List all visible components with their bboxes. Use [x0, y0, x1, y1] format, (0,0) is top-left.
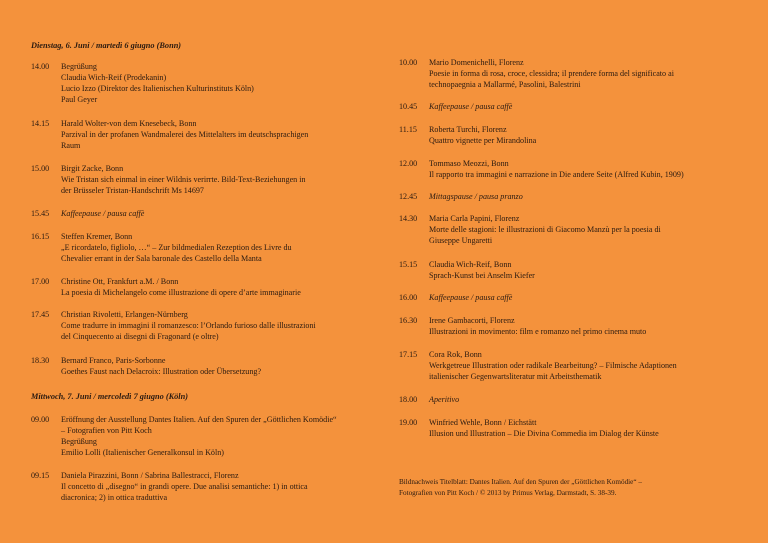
- program-item-break: [399, 394, 749, 405]
- time: 16.30: [399, 316, 418, 325]
- program-item: [31, 231, 371, 264]
- line: Kaffeepause / pausa caffè: [61, 209, 145, 218]
- time: 14.15: [31, 119, 50, 128]
- line: Aperitivo: [429, 395, 460, 404]
- line: Kaffeepause / pausa caffè: [429, 102, 513, 111]
- line: Irene Gambacorti, Florenz: [429, 316, 515, 325]
- line: der Brüsseler Tristan-Handschrift Ms 14697: [61, 186, 204, 195]
- line: „E ricordatelo, figliolo, …“ – Zur bildmedialen Rezeption des Livre du: [61, 243, 292, 252]
- program-item: [31, 276, 371, 298]
- credit-line: Bildnachweis Titelblatt: Dantes Italien. Auf den Spuren der „Göttlichen Komödie“ –: [399, 478, 642, 486]
- time: 17.15: [399, 350, 418, 359]
- time: 17.00: [31, 277, 50, 286]
- time: 14.00: [31, 62, 50, 71]
- time: 12.45: [399, 192, 418, 201]
- line: Raum: [61, 141, 81, 150]
- line: – Fotografien von Pitt Koch: [61, 426, 152, 435]
- line: Lucio Izzo (Direktor des Italienischen Kulturinstituts Köln): [61, 84, 254, 93]
- line: Tommaso Meozzi, Bonn: [429, 159, 509, 168]
- line: Giuseppe Ungaretti: [429, 236, 493, 245]
- line: Werkgetreue Illustration oder radikale Bearbeitung? – Filmische Adaptionen: [429, 361, 677, 370]
- line: Quattro vignette per Mirandolina: [429, 136, 537, 145]
- line: Come tradurre in immagini il romanzesco: l’Orlando furioso dalle illustrazioni: [61, 321, 316, 330]
- line: Birgit Zacke, Bonn: [61, 164, 124, 173]
- time: 17.45: [31, 310, 50, 319]
- program-item-break: [399, 191, 749, 202]
- line: Christine Ott, Frankfurt a.M. / Bonn: [61, 277, 179, 286]
- time: 10.00: [399, 58, 418, 67]
- program-item-break: [399, 101, 749, 112]
- line: Christian Rivoletti, Erlangen-Nürnberg: [61, 310, 188, 319]
- program-item: [31, 61, 371, 105]
- line: Winfried Wehle, Bonn / Eichstätt: [429, 418, 537, 427]
- program-item: [399, 213, 749, 246]
- time: 16.00: [399, 293, 418, 302]
- time: 15.00: [31, 164, 50, 173]
- line: Steffen Kremer, Bonn: [61, 232, 133, 241]
- line: italienischer Gegenwartsliteratur mit Arbeitsthematik: [429, 372, 602, 381]
- line: diacronica; 2) in ottica traduttiva: [61, 493, 168, 502]
- line: Bernard Franco, Paris-Sorbonne: [61, 356, 166, 365]
- time: 09.15: [31, 471, 50, 480]
- line: Kaffeepause / pausa caffè: [429, 293, 513, 302]
- program-item: [31, 355, 371, 377]
- image-credit: [399, 477, 642, 499]
- time: 18.30: [31, 356, 50, 365]
- line: Parzival in der profanen Wandmalerei des Mittelalters im deutschsprachigen: [61, 130, 309, 139]
- line: Poesie in forma di rosa, croce, clessidra; il prendere forma del significato ai: [429, 69, 674, 78]
- program-item: [31, 470, 371, 503]
- time: 15.45: [31, 209, 50, 218]
- line: Emilio Lolli (Italienischer Generalkonsul in Köln): [61, 448, 224, 457]
- line: Chevalier errant in der Sala baronale des Castello della Manta: [61, 254, 262, 263]
- line: Paul Geyer: [61, 95, 98, 104]
- line: Begrüßung: [61, 437, 97, 446]
- line: technopaegnia a Mallarmé, Pasolini, Balestrini: [429, 80, 581, 89]
- credit-line: Fotografien von Pitt Koch / © 2013 by Primus Verlag, Darmstadt, S. 38-39.: [399, 489, 617, 497]
- program-item: [31, 414, 371, 458]
- time: 12.00: [399, 159, 418, 168]
- day-heading-wednesday: Mittwoch, 7. Juni / mercoledì 7 giugno (Köln): [31, 392, 188, 401]
- line: Cora Rok, Bonn: [429, 350, 482, 359]
- line: La poesia di Michelangelo come illustrazione di opere d’arte immaginarie: [61, 288, 301, 297]
- line: Mittagspause / pausa pranzo: [429, 192, 523, 201]
- line: Roberta Turchi, Florenz: [429, 125, 507, 134]
- day-heading-tuesday: Dienstag, 6. Juni / martedì 6 giugno (Bonn): [31, 41, 182, 50]
- line: Maria Carla Papini, Florenz: [429, 214, 520, 223]
- program-item: [399, 417, 749, 439]
- time: 14.30: [399, 214, 418, 223]
- line: Illusion und Illustration – Die Divina Commedia im Dialog der Künste: [429, 429, 659, 438]
- program-item: [399, 315, 749, 337]
- program-item: [399, 124, 749, 146]
- line: Begrüßung: [61, 62, 97, 71]
- line: Harald Wolter-von dem Knesebeck, Bonn: [61, 119, 197, 128]
- program-item: [31, 118, 371, 151]
- program-item: [31, 309, 371, 342]
- line: Il rapporto tra immagini e narrazione in Die andere Seite (Alfred Kubin, 1909): [429, 170, 684, 179]
- line: Goethes Faust nach Delacroix: Illustration oder Übersetzung?: [61, 367, 262, 376]
- program-item: [399, 349, 749, 382]
- line: Illustrazioni in movimento: film e romanzo nel primo cinema muto: [429, 327, 647, 336]
- program-item-break: [399, 292, 749, 303]
- program-item: [399, 158, 749, 180]
- time: 15.15: [399, 260, 418, 269]
- line: Claudia Wich-Reif (Prodekanin): [61, 73, 167, 82]
- line: Il concetto di „disegno“ in grandi opere. Due analisi semantiche: 1) in ottica: [61, 482, 308, 491]
- line: Wie Tristan sich einmal in einer Wildnis verirrte. Bild-Text-Beziehungen in: [61, 175, 306, 184]
- program-item: [31, 163, 371, 196]
- time: 19.00: [399, 418, 418, 427]
- time: 10.45: [399, 102, 418, 111]
- line: Eröffnung der Ausstellung Dantes Italien. Auf den Spuren der „Göttlichen Komödie“: [61, 415, 337, 424]
- time: 16.15: [31, 232, 50, 241]
- line: Sprach-Kunst bei Anselm Kiefer: [429, 271, 535, 280]
- line: del Cinquecento ai disegni di Fragonard (e oltre): [61, 332, 219, 341]
- program-item-break: [31, 208, 371, 219]
- time: 18.00: [399, 395, 418, 404]
- line: Morte delle stagioni: le illustrazioni di Giacomo Manzù per la poesia di: [429, 225, 661, 234]
- line: Mario Domenichelli, Florenz: [429, 58, 524, 67]
- program-item: [399, 57, 749, 90]
- line: Claudia Wich-Reif, Bonn: [429, 260, 512, 269]
- time: 09.00: [31, 415, 50, 424]
- program-item: [399, 259, 749, 281]
- line: Daniela Pirazzini, Bonn / Sabrina Ballestracci, Florenz: [61, 471, 239, 480]
- time: 11.15: [399, 125, 417, 134]
